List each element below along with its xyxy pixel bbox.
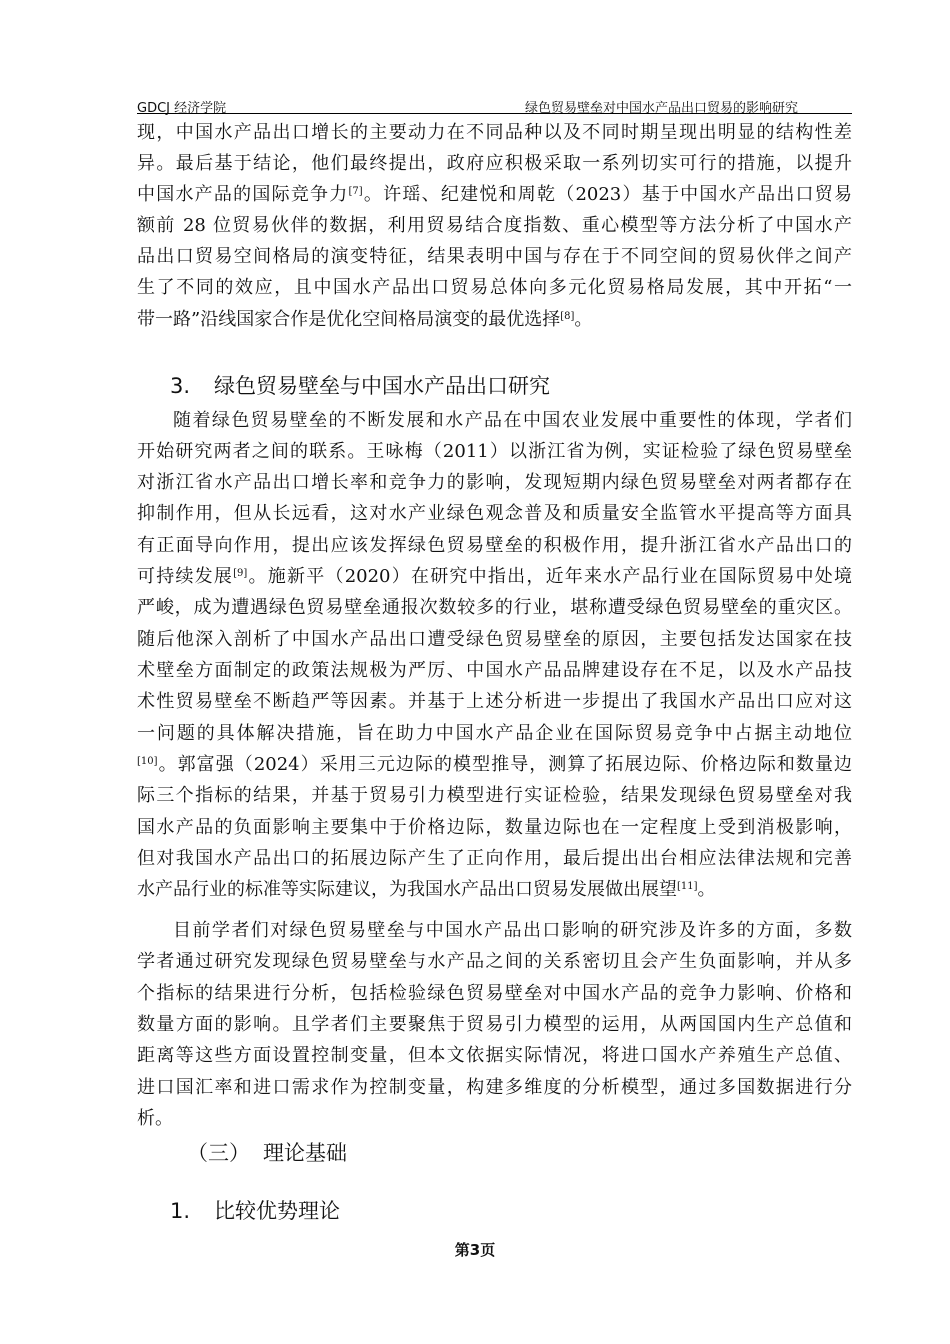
text-run: 。: [697, 879, 716, 900]
text-line: 进口国汇率和进口需求作为控制变量，构建多维度的分析模型，通过多国数据进行分: [137, 1077, 852, 1098]
citation-8: [8]: [560, 311, 575, 322]
text-line: 但对我国水产品出口的拓展边际产生了正向作用，最后提出出台相应法律法规和完善: [137, 848, 852, 869]
text-line: [137, 561, 852, 592]
section-heading-theory: [187, 1138, 347, 1168]
text-run: 。郭富强（2024）采用三元边际的模型推导，测算了拓展边际、价格边际和数量边: [157, 754, 852, 775]
text-line: 国水产品的负面影响主要集中于价格边际，数量边际也在一定程度上受到消极影响，: [137, 817, 852, 838]
text-run: 。: [574, 309, 593, 330]
citation-11: [11]: [677, 881, 698, 892]
header-divider: [137, 113, 852, 114]
text-line: 术性贸易壁垒不断趋严等因素。并基于上述分析进一步提出了我国水产品出口应对这: [137, 691, 852, 712]
citation-10: [10]: [137, 756, 158, 767]
text-run: 。施新平（2020）在研究中指出，近年来水产品行业在国际贸易中处境: [247, 566, 852, 587]
page-number: 第3页: [454, 1241, 496, 1259]
text-line: 距离等这些方面设置控制变量，但本文依据实际情况，将进口国水产养殖生产总值、: [137, 1045, 852, 1066]
section-title: 绿色贸易壁垒与中国水产品出口研究: [214, 374, 550, 398]
text-line: 抑制作用，但从长远看，这对水产业绿色观念普及和质量安全监管水平提高等方面具: [137, 503, 852, 524]
text-line: 学者通过研究发现绿色贸易壁垒与水产品之间的关系密切且会产生负面影响，并从多: [137, 951, 852, 972]
text-line: 目前学者们对绿色贸易壁垒与中国水产品出口影响的研究涉及许多的方面，多数: [173, 920, 852, 941]
text-line: 际三个指标的结果，并基于贸易引力模型进行实证检验，结果发现绿色贸易壁垒对我: [137, 785, 852, 806]
text-line: [137, 179, 852, 210]
text-run: 可持续发展: [137, 566, 234, 587]
text-line: 额前 28 位贸易伙伴的数据，利用贸易结合度指数、重心模型等方法分析了中国水产: [137, 215, 852, 236]
text-line: 一问题的具体解决措施，旨在助力中国水产品企业在国际贸易竞争中占据主动地位: [137, 723, 852, 744]
section-title: 比较优势理论: [214, 1199, 340, 1223]
text-line: 现，中国水产品出口增长的主要动力在不同品种以及不同时期呈现出明显的结构性差: [137, 122, 852, 143]
text-line: 个指标的结果进行分析，包括检验绿色贸易壁垒对中国水产品的竞争力影响、价格和: [137, 983, 852, 1004]
section-number: 3.: [170, 374, 191, 398]
text-line: 术壁垒方面制定的政策法规极为严厉、中国水产品品牌建设存在不足，以及水产品技: [137, 660, 852, 681]
citation-9: [9]: [233, 568, 248, 579]
section-number: （三）: [187, 1141, 250, 1165]
text-line: [137, 874, 852, 905]
text-run: 水产品行业的标准等实际建议，为我国水产品出口贸易发展做出展望: [137, 879, 677, 900]
text-line: 品出口贸易空间格局的演变特征，结果表明中国与存在于不同空间的贸易伙伴之间产: [137, 246, 852, 267]
section-heading-1: [170, 1196, 340, 1226]
text-run: 。许瑶、纪建悦和周乾（2023）基于中国水产品出口贸易: [362, 184, 852, 205]
text-line: 随后他深入剖析了中国水产品出口遭受绿色贸易壁垒的原因，主要包括发达国家在技: [137, 629, 852, 650]
text-run: 带一路”沿线国家合作是优化空间格局演变的最优选择: [137, 309, 561, 330]
text-line: 开始研究两者之间的联系。王咏梅（2011）以浙江省为例，实证检验了绿色贸易壁垒: [137, 441, 852, 462]
text-run: 中国水产品的国际竞争力: [137, 184, 349, 205]
text-line: 对浙江省水产品出口增长率和竞争力的影响，发现短期内绿色贸易壁垒对两者都存在: [137, 472, 852, 493]
text-line: 随着绿色贸易壁垒的不断发展和水产品在中国农业发展中重要性的体现，学者们: [173, 410, 852, 431]
section-number: 1.: [170, 1199, 191, 1223]
header-thesis-title: 绿色贸易壁垒对中国水产品出口贸易的影响研究: [524, 101, 798, 116]
section-title: 理论基础: [263, 1141, 347, 1165]
text-line: 生了不同的效应，且中国水产品出口贸易总体向多元化贸易格局发展，其中开拓“一: [137, 277, 852, 298]
text-line: 有正面导向作用，提出应该发挥绿色贸易壁垒的积极作用，提升浙江省水产品出口的: [137, 535, 852, 556]
text-line: 析。: [137, 1108, 173, 1129]
text-line: [137, 749, 852, 780]
text-line: 严峻，成为遭遇绿色贸易壁垒通报次数较多的行业，堪称遭受绿色贸易壁垒的重灾区。: [137, 597, 852, 618]
section-heading-3: [170, 371, 550, 401]
header-school: GDCJ 经济学院: [137, 101, 227, 116]
citation-7: [7]: [348, 186, 363, 197]
text-line: [137, 304, 852, 335]
text-line: 异。最后基于结论，他们最终提出，政府应积极采取一系列切实可行的措施，以提升: [137, 153, 852, 174]
text-line: 数量方面的影响。且学者们主要聚焦于贸易引力模型的运用，从两国国内生产总值和: [137, 1014, 852, 1035]
